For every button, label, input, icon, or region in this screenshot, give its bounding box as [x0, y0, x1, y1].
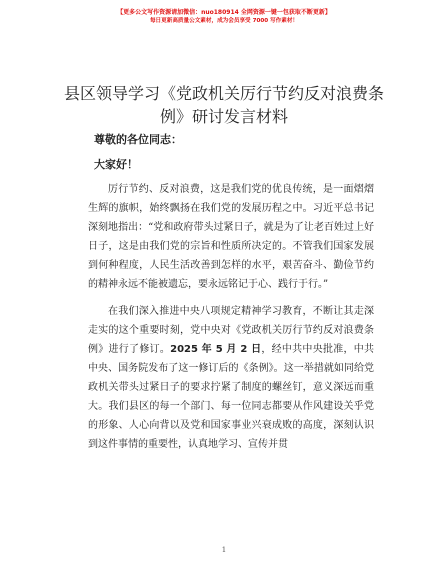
promo-banner	[0, 8, 448, 26]
paragraph-2	[88, 302, 374, 454]
greeting: 大家好！	[94, 158, 138, 171]
salutation: 尊敬的各位同志：	[94, 133, 182, 146]
document-title: 县区领导学习《党政机关厉行节约反对浪费条例》研讨发言材料	[63, 84, 384, 126]
paragraph-2-part-b: ，经中共中央批准，中共中央、国务院发布了这一修订后的《条例》。这一举措就如同给党政机关带头过紧日子的要求拧紧了制度的螺丝钉，意义深远而重大。我们县区的每一个部门、每一位同志都要从作风建设关乎党的形象、人心向背以及党和国家事业兴衰成败的高度，深刻认识到这件事情的重要性，认真地学习、宣传并贯	[88, 344, 375, 450]
paragraph-2-date: 2025 年 5 月 2 日	[170, 344, 262, 355]
document-body	[88, 180, 374, 462]
promo-banner-line-2: 每日更新高质量公文素材，成为会员享受 7000 写作素材！	[149, 18, 299, 24]
paragraph-1: 厉行节约、反对浪费，这是我们党的优良传统，是一面熠熠生辉的旗帜，始终飘扬在我们党的发展历程之中。习近平总书记深刻地指出：“党和政府带头过紧日子，就是为了让老百姓过上好日子，这是由我们党的宗旨和性质所决定的。不管我们国家发展到何种程度，人民生活改善到怎样的水平，艰苦奋斗、勤俭节约的精神永远不能被遗忘，要永远铭记于心、践行于行。”	[88, 184, 374, 290]
page-number: 1	[221, 546, 227, 554]
paragraph-2-part-a: 在我们深入推进中央八项规定精神学习教育，不断让其走深走实的这个重要时刻，党中央对《党政机关厉行节约反对浪费条例》进行了修订。	[88, 306, 374, 355]
promo-banner-line-1: 【更多公文写作资源请加微信：nuo180914 全网资源一键一包获取不断更新】	[117, 9, 331, 16]
